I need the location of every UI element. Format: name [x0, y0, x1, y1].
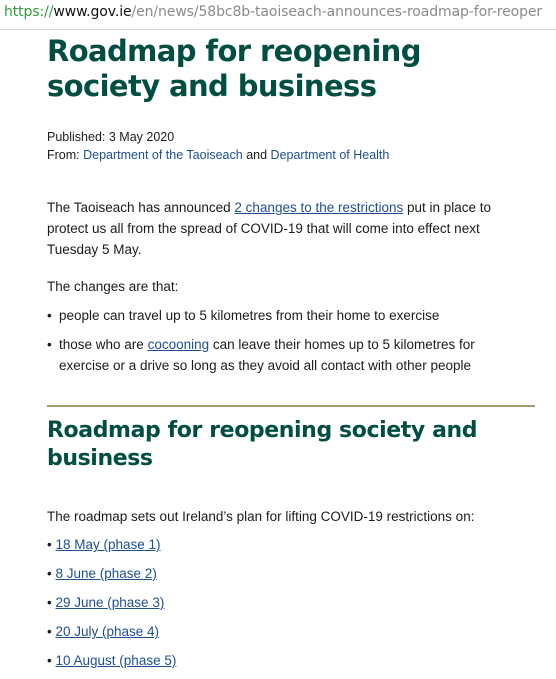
bullet-icon: • [47, 653, 52, 668]
bullet-text-before: those who are [59, 337, 148, 352]
roadmap-intro: The roadmap sets out Ireland’s plan for lifting COVID-19 restrictions on: [47, 509, 475, 524]
page-title: Roadmap for reopening society and business [47, 34, 421, 103]
changes-list [47, 305, 517, 384]
phase-4-link[interactable]: 20 July (phase 4) [55, 624, 160, 639]
published-label: Published: [47, 130, 106, 144]
bullet-icon: • [47, 308, 52, 323]
list-item [47, 534, 176, 563]
bullet-text-after: can leave their homes up to 5 kilometres for exercise or a drive so long as they avoid all contact with other people [59, 337, 475, 373]
url-path: /en/news/58bc8b-taoiseach-announces-roadmap-for-reoper [131, 4, 543, 20]
url-scheme: https:// [4, 4, 54, 20]
from-line [47, 146, 389, 164]
phase-5-link[interactable]: 10 August (phase 5) [55, 653, 177, 668]
section-heading: Roadmap for reopening society and business [47, 418, 478, 471]
department-health-link[interactable]: Department of Health [270, 148, 390, 162]
list-item [47, 650, 176, 679]
from-label: From: [47, 148, 80, 162]
bullet-icon: • [47, 595, 52, 610]
list-item [47, 334, 517, 376]
url-host: www.gov.ie [53, 4, 132, 20]
phases-list [47, 534, 176, 679]
phase-1-link[interactable]: 18 May (phase 1) [55, 537, 161, 552]
intro-paragraph [47, 197, 517, 260]
intro-text-before: The Taoiseach has announced [47, 200, 235, 215]
department-taoiseach-link[interactable]: Department of the Taoiseach [83, 148, 243, 162]
bullet-icon: • [47, 566, 52, 581]
phase-3-link[interactable]: 29 June (phase 3) [55, 595, 165, 610]
cocooning-link[interactable]: cocooning [147, 337, 210, 352]
intro-text-after: put in place to protect us all from the spread of COVID-19 that will come into effect next Tuesday 5 May. [47, 200, 492, 257]
published-line [47, 128, 389, 146]
from-and: and [246, 148, 268, 162]
phase-2-link[interactable]: 8 June (phase 2) [55, 566, 157, 581]
published-date: 3 May 2020 [108, 130, 175, 144]
list-item [47, 305, 517, 326]
list-item [47, 621, 176, 650]
list-item [47, 592, 176, 621]
bullet-text: people can travel up to 5 kilometres from their home to exercise [59, 308, 440, 323]
list-item [47, 563, 176, 592]
bullet-icon: • [47, 624, 52, 639]
changes-to-restrictions-link[interactable]: 2 changes to the restrictions [234, 200, 404, 215]
bullet-icon: • [47, 337, 52, 352]
article-meta [47, 128, 389, 164]
section-divider [47, 405, 535, 407]
changes-intro: The changes are that: [47, 279, 179, 294]
address-bar[interactable] [0, 0, 556, 30]
bullet-icon: • [47, 537, 52, 552]
